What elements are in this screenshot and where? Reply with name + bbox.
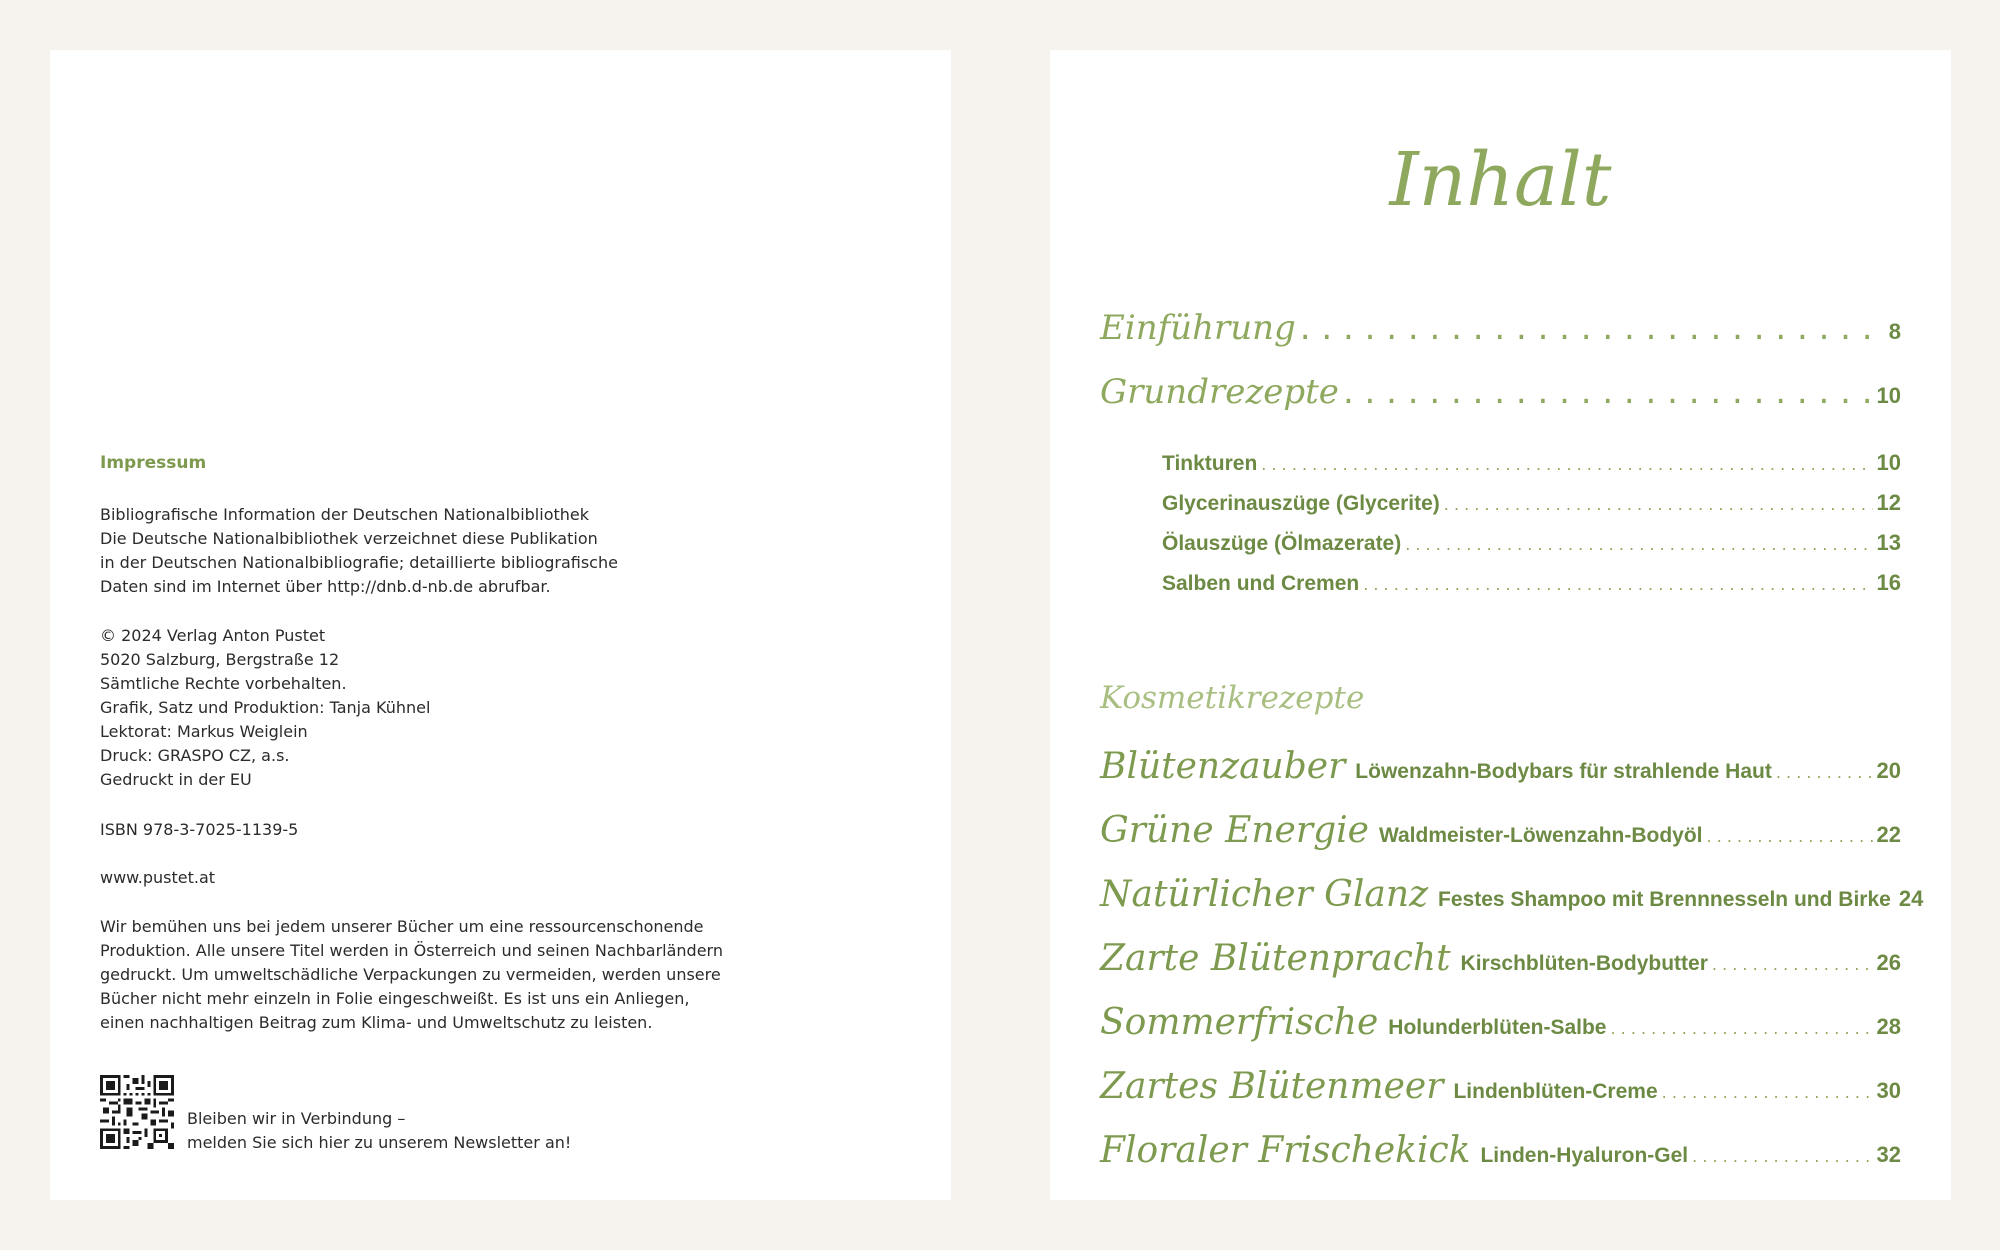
recipe-title: Floraler Frischekick: [1100, 1130, 1471, 1171]
imprint-line: gedruckt. Um umweltschädliche Verpackungen zu vermeiden, werden unsere: [100, 965, 721, 984]
imprint-heading: Impressum: [100, 453, 207, 473]
toc-recipe-entry[interactable]: [1100, 874, 1924, 915]
imprint-line: Produktion. Alle unsere Titel werden in Österreich und seinen Nachbarländern: [100, 941, 723, 960]
imprint-line: Bücher nicht mehr einzeln in Folie eingeschweißt. Es ist uns ein Anliegen,: [100, 989, 690, 1008]
imprint-line: Druck: GRASPO CZ, a.s.: [100, 746, 290, 765]
toc-subentry[interactable]: [1162, 570, 1901, 596]
toc-leader-dots: [1363, 575, 1872, 594]
toc-entry-einfuehrung[interactable]: [1100, 308, 1901, 348]
newsletter-line: Bleiben wir in Verbindung –: [187, 1109, 406, 1128]
toc-subentry[interactable]: [1162, 450, 1901, 476]
toc-title: Inhalt: [1389, 137, 1612, 223]
toc-page-number: 16: [1876, 570, 1901, 595]
imprint-line: Grafik, Satz und Produktion: Tanja Kühnel: [100, 698, 431, 717]
toc-recipe-entry[interactable]: [1100, 1130, 1901, 1171]
newsletter-line: melden Sie sich hier zu unserem Newsletter an!: [187, 1133, 572, 1152]
recipe-title: Zartes Blütenmeer: [1100, 1066, 1444, 1107]
recipe-title: Sommerfrische: [1100, 1002, 1379, 1043]
toc-leader-dots: [1444, 495, 1873, 514]
toc-section-heading: Kosmetikrezepte: [1100, 680, 1365, 716]
toc-subentry[interactable]: [1162, 490, 1901, 516]
imprint-line: © 2024 Verlag Anton Pustet: [100, 626, 326, 645]
toc-leader-dots: [1776, 763, 1873, 782]
toc-page-number: 24: [1898, 886, 1924, 911]
toc-page-number: 32: [1876, 1142, 1901, 1167]
toc-leader-dots: [1610, 1019, 1872, 1038]
toc-entry-grundrezepte[interactable]: [1100, 372, 1901, 412]
toc-leader-dots: [1712, 955, 1873, 974]
toc-recipe-entry[interactable]: [1100, 746, 1901, 787]
imprint-website[interactable]: www.pustet.at: [100, 868, 216, 887]
qr-code-icon[interactable]: [100, 1075, 174, 1149]
toc-page-number: 12: [1876, 490, 1901, 515]
recipe-description: Linden-Hyaluron-Gel: [1480, 1144, 1689, 1167]
recipe-description: Festes Shampoo mit Brennnesseln und Birke: [1438, 888, 1891, 911]
imprint-biblio: [100, 503, 618, 599]
toc-page-number: 20: [1876, 758, 1901, 783]
newsletter-text: [187, 1107, 571, 1155]
toc-subentry-label: Ölauszüge (Ölmazerate): [1162, 532, 1402, 555]
recipe-description: Lindenblüten-Creme: [1453, 1080, 1658, 1103]
toc-subentry-label: Glycerinauszüge (Glycerite): [1162, 492, 1440, 515]
recipe-title: Zarte Blütenpracht: [1100, 938, 1451, 979]
toc-page-number: 28: [1876, 1014, 1901, 1039]
toc-leader-dots: [1707, 827, 1873, 846]
toc-subentry[interactable]: [1162, 530, 1901, 556]
imprint-line: einen nachhaltigen Beitrag zum Klima- und Umweltschutz zu leisten.: [100, 1013, 653, 1032]
imprint-line: Lektorat: Markus Weiglein: [100, 722, 308, 741]
imprint-isbn: ISBN 978-3-7025-1139-5: [100, 820, 299, 839]
toc-page-number: 30: [1876, 1078, 1901, 1103]
toc-entry-label: Einführung: [1100, 308, 1296, 348]
toc-page-number: 10: [1876, 450, 1901, 475]
toc-subentry-label: Tinkturen: [1162, 452, 1258, 475]
toc-leader-dots: [1261, 455, 1872, 474]
toc-subentry-label: Salben und Cremen: [1162, 572, 1360, 595]
toc-recipe-entry[interactable]: [1100, 938, 1901, 979]
recipe-description: Löwenzahn-Bodybars für strahlende Haut: [1355, 760, 1772, 783]
imprint-sustainability: [100, 915, 723, 1035]
imprint-line: Die Deutsche Nationalbibliothek verzeichnet diese Publikation: [100, 529, 598, 548]
right-page: [1050, 50, 1951, 1200]
toc-leader-dots: [1692, 1147, 1872, 1166]
left-page: [50, 50, 951, 1200]
toc-entry-label: Grundrezepte: [1100, 372, 1339, 412]
toc-recipe-entry[interactable]: [1100, 1002, 1901, 1043]
recipe-description: Kirschblüten-Bodybutter: [1460, 952, 1708, 975]
toc-page-number: 22: [1876, 822, 1901, 847]
toc-recipe-entry[interactable]: [1100, 810, 1901, 851]
toc-leader-dots: [1662, 1083, 1873, 1102]
imprint-publisher: [100, 624, 430, 792]
imprint-line: Bibliografische Information der Deutschen Nationalbibliothek: [100, 505, 589, 524]
recipe-title: Natürlicher Glanz: [1100, 874, 1429, 915]
recipe-description: Waldmeister-Löwenzahn-Bodyöl: [1378, 824, 1703, 847]
toc-page-number: 10: [1876, 383, 1901, 408]
imprint-line: Gedruckt in der EU: [100, 770, 252, 789]
recipe-title: Grüne Energie: [1100, 810, 1369, 851]
imprint-line: Sämtliche Rechte vorbehalten.: [100, 674, 347, 693]
toc-page-number: 26: [1876, 950, 1901, 975]
toc-leader-dots: [1300, 308, 1885, 348]
toc-page-number: 8: [1888, 319, 1901, 344]
imprint-line: 5020 Salzburg, Bergstraße 12: [100, 650, 340, 669]
imprint-line: in der Deutschen Nationalbibliografie; detaillierte bibliografische: [100, 553, 618, 572]
toc-recipe-entry[interactable]: [1100, 1066, 1901, 1107]
toc-leader-dots: [1405, 535, 1872, 554]
imprint-line: Daten sind im Internet über http://dnb.d-nb.de abrufbar.: [100, 577, 551, 596]
toc-page-number: 13: [1876, 530, 1901, 555]
recipe-description: Holunderblüten-Salbe: [1388, 1016, 1607, 1039]
imprint-line: Wir bemühen uns bei jedem unserer Bücher um eine ressourcenschonende: [100, 917, 704, 936]
recipe-title: Blütenzauber: [1100, 746, 1346, 787]
toc-leader-dots: [1343, 372, 1873, 412]
